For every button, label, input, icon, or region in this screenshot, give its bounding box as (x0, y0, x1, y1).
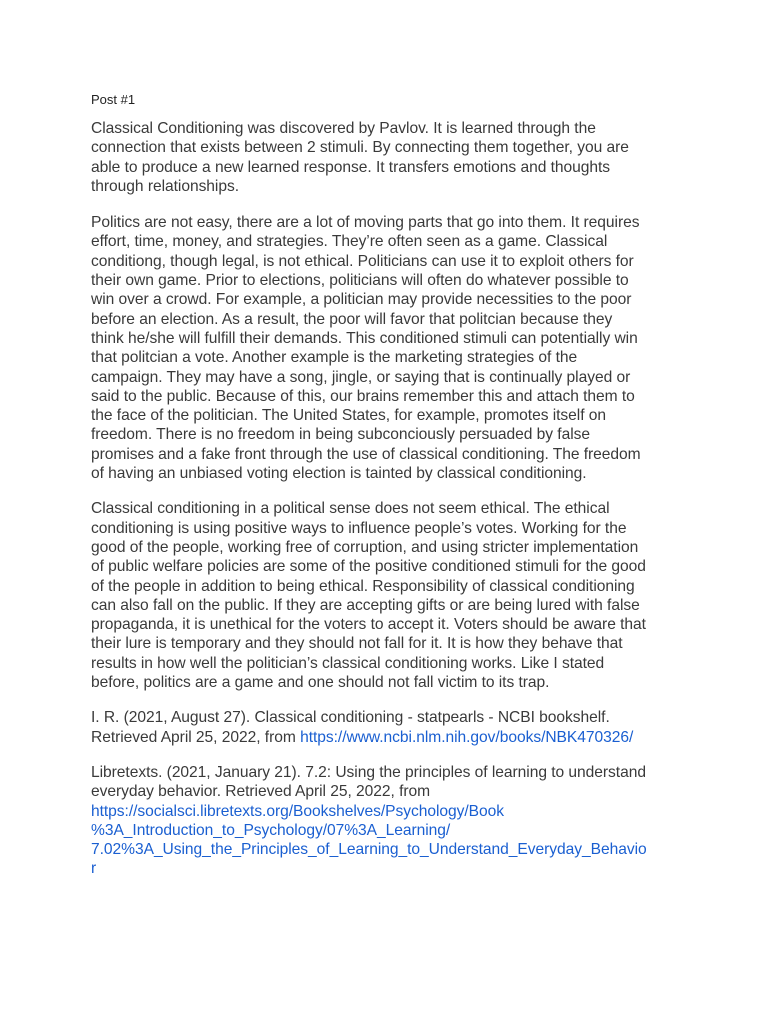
reference-ncbi-link[interactable]: https://www.ncbi.nlm.nih.gov/books/NBK470326/ (300, 728, 634, 746)
reference-libretexts-text: Libretexts. (2021, January 21). 7.2: Using the principles of learning to understand everyday behavior. Retrieved April 25, 2022, from (91, 763, 646, 801)
paragraph-intro: Classical Conditioning was discovered by Pavlov. It is learned through the connection that exists between 2 stimuli. By connecting them together, you are able to produce a new learned response. It transfers emotions and thoughts through relationships. (91, 120, 629, 195)
post-heading: Post #1 (91, 92, 136, 107)
reference-ncbi (91, 708, 681, 747)
reference-ncbi-text: I. R. (2021, August 27). Classical conditioning - statpearls - NCBI bookshelf. Retrieved April 25, 2022, from (91, 709, 610, 746)
reference-libretexts-link[interactable]: https://socialsci.libretexts.org/Bookshelves/Psychology/Book %3A_Introduction_to_Psychology/07%3A_Learning/ 7.02%3A_Using_the_Principles_of_Learning_to_Understand_Everyday_Behavio r (91, 802, 647, 878)
paragraph-politics: Politics are not easy, there are a lot of moving parts that go into them. It requires effort, time, money, and strategies. They’re often seen as a game. Classical conditiong, though legal, is not ethical. Politicians can use it to exploit others for their own game. Prior to elections, politicians will often do whatever possible to win over a crowd. For example, a politician may provide necessities to the poor before an election. As a result, the poor will favor that politcian because they think he/she will fulfill their demands. This conditioned stimuli can potentially win that politcian a vote. Another example is the marketing strategies of the campaign. They may have a song, jingle, or saying that is continually played or said to the public. Because of this, our brains remember this and attach them to the face of the politician. The United States, for example, promotes itself on freedom. There is no freedom in being subconciously persuaded by false promises and a fake front through the use of classical conditioning. The freedom of having an unbiased voting election is tainted by classical conditioning. (91, 214, 641, 483)
document-content (91, 91, 681, 895)
reference-libretexts (91, 763, 681, 879)
paragraph-ethics: Classical conditioning in a political sense does not seem ethical. The ethical conditioning is using positive ways to influence people’s votes. Working for the good of the people, working free of corruption, and using stricter implementation of public welfare policies are some of the positive conditioned stimuli for the good of the people in addition to being ethical. Responsibility of classical conditioning can also fall on the public. If they are accepting gifts or are being lured with false propaganda, it is unethical for the voters to accept it. Voters should be aware that their lure is temporary and they should not fall for it. It is how they behave that results in how well the politician’s classical conditioning works. Like I stated before, politics are a game and one should not fall victim to its trap. (91, 500, 646, 692)
